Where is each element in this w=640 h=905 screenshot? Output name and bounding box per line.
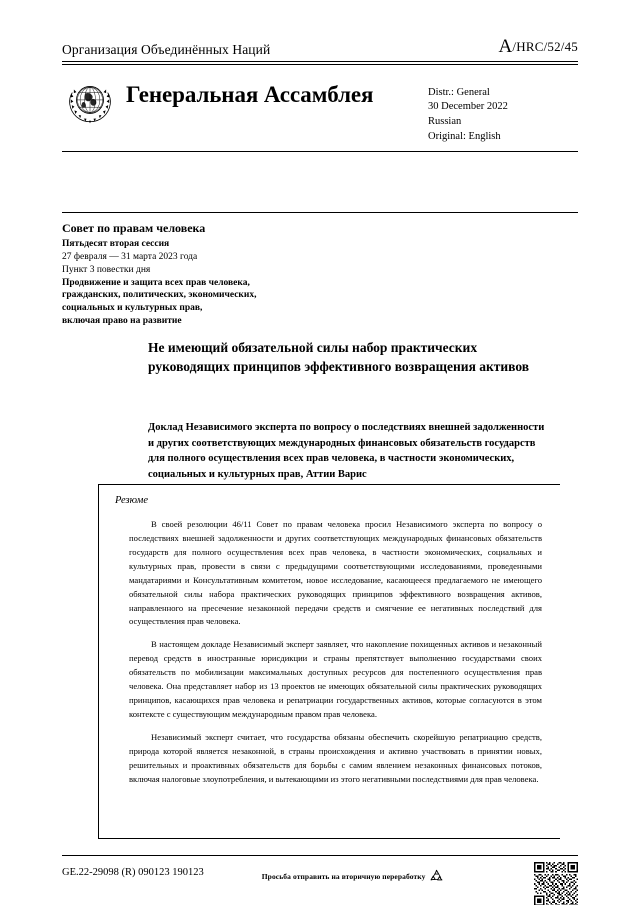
summary-paragraph: В своей резолюции 46/11 Совет по правам человека просил Независимого эксперта по вопросу о последствиях внешней задолженности и других соответствующих международных финансовых обязательств государств для полного осуществления всех прав человека, в частности экономических, социальных и культурных прав, провести в связи с предыдущими соответствующими исследованиями, проведенными мандатариями и Консультативным комитетом, новое исследование, касающееся предлагаемого не имеющего обязательной силы набора практических руководящих принципов эффективного возвращения активов, направленного на пресечение незаконной передачи средств и смягчение ее негативных последствий для осуществления прав человека.	[129, 519, 542, 627]
document-symbol-prefix: A	[498, 36, 513, 57]
body-name: Генеральная Ассамблея	[126, 81, 374, 107]
recycle-text: Просьба отправить на вторичную переработку	[261, 872, 426, 881]
council-name: Совет по правам человека	[62, 221, 206, 235]
footer	[62, 862, 578, 905]
distribution-line-3: Russian	[428, 116, 462, 128]
masthead	[62, 36, 578, 152]
qr-code	[534, 862, 578, 905]
document-subtitle: Доклад Независимого эксперта по вопросу о последствиях внешней задолженности и других соответствующих международных финансовых обязательств государств для полного осуществления всех прав человека, в частности экономических, социальных и культурных прав, Аттии Варис	[148, 422, 545, 480]
agenda-title-line-1: Продвижение и защита всех прав человека,	[62, 277, 250, 288]
job-code: GE.22-29098 (R) 090123 190123	[62, 867, 204, 878]
distribution-block	[428, 86, 578, 146]
document-symbol-rest: /HRC/52/45	[512, 39, 578, 54]
distribution-line-4: Original: English	[428, 131, 501, 143]
masthead-top-rule	[62, 61, 578, 62]
summary-paragraph: Независимый эксперт считает, что государства обязаны обеспечить скорейшую репатриацию средств, природа которой является незаконной, в страны происхождения и активно участвовать в принятии новых, решительных и проактивных обязательств для борьбы с самим явлением незаконных финансовых потоков, включая налоговые злоупотребления, и вытекающими из этого негативными последствиями для прав человека.	[129, 731, 542, 784]
agenda-title-line-2: гражданских, политических, экономических,	[62, 290, 257, 301]
masthead-bottom-rule	[62, 151, 578, 152]
distribution-line-2: 30 December 2022	[428, 101, 508, 113]
session-top-rule	[62, 212, 578, 213]
session-number: Пятьдесят вторая сессия	[62, 239, 170, 250]
organization-name: Организация Объединённых Наций	[62, 42, 271, 57]
summary-paragraph: В настоящем докладе Независимый эксперт заявляет, что накопление похищенных активов и незаконный перевод средств в иностранные юрисдикции и страны препятствует выполнению государствами своих обязательств по мобилизации максимальных доступных ресурсов для постепенного осуществления прав человека. Она представляет набор из 13 проектов не имеющих обязательной силы практических руководящих принципов, касающихся прав человека и репатриации государственных активов, которые согласуются в этом контексте с существующим международным правом прав человека.	[129, 639, 542, 719]
recycle-notice	[262, 868, 524, 885]
masthead-top-row	[62, 36, 578, 61]
footer-rule	[62, 855, 578, 856]
agenda-title-line-3: социальных и культурных прав,	[62, 303, 203, 314]
masthead-body-row	[62, 74, 578, 146]
page-title: Не имеющий обязательной силы набор практических руководящих принципов эффективного возвращения активов	[148, 340, 530, 375]
session-dates: 27 февраля — 31 марта 2023 года	[62, 252, 198, 262]
un-emblem	[64, 76, 116, 128]
agenda-title-line-4: включая право на развитие	[62, 316, 182, 327]
recycle-icon	[428, 868, 445, 885]
agenda-item: Пункт 3 повестки дня	[62, 264, 151, 275]
distribution-line-1: Distr.: General	[428, 86, 490, 98]
session-block	[62, 220, 482, 328]
document-symbol	[499, 36, 579, 58]
summary-body	[129, 518, 542, 787]
summary-box	[98, 484, 560, 839]
summary-label: Резюме	[115, 495, 149, 506]
masthead-top-rule-thin	[62, 64, 578, 65]
